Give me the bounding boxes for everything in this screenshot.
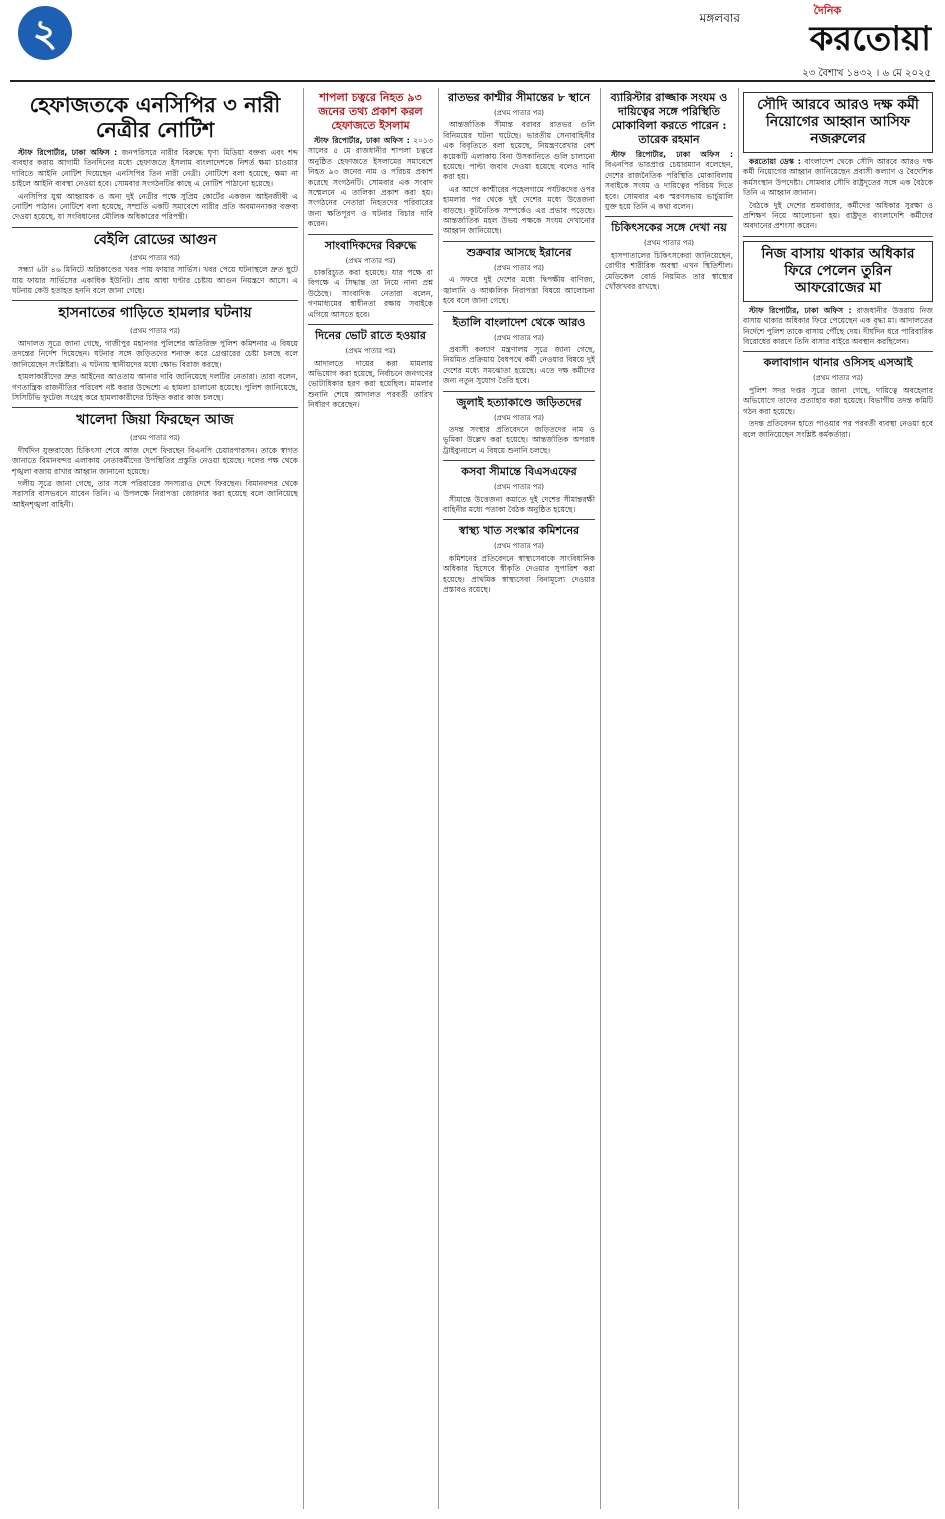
story-body: চাকরিচ্যুত করা হয়েছে। যার পক্ষে বা বিপক্ষে এ সিদ্ধান্ত তা নিয়ে নানা প্রশ্ন উঠেছে। সাংবাদিক নেতারা বলেন, গণমাধ্যমের স্বাধীনতা রক্ষায় সবাইকে এগিয়ে আসতে হবে। (308, 268, 433, 319)
continued-label: (প্রথম পাতার পর) (129, 253, 181, 262)
column-rule (600, 88, 601, 1509)
lead-body-2: এনসিপির যুগ্ম আহ্বায়ক ও অন্য দুই নেত্রীর পক্ষে সুপ্রিম কোর্টের একজন আইনজীবী এ নোটিশ পাঠান। নোটিশে বলা হয়েছে, সম্প্রতি একটি সমাবেশে নারীর প্রতি অবমাননাকর বক্তব্য দেওয়া হয়েছে, যা সংবিধানের মৌলিক অধিকারের পরিপন্থী। (12, 191, 298, 222)
column-4 (605, 88, 733, 1509)
story-body: পুলিশ সদর দপ্তর সূত্রে জানা গেছে, দায়িত্বে অবহেলার অভিযোগে তাদের প্রত্যাহার করা হয়েছে। বিভাগীয় তদন্ত কমিটি গঠন করা হয়েছে। (743, 385, 933, 416)
newspaper-logo (810, 2, 931, 57)
logo-main-text: করতোয়া (809, 19, 931, 59)
divider (605, 216, 733, 217)
story-headline: হাসনাতের গাড়িতে হামলার ঘটনায় (58, 305, 252, 322)
story-headline: ব্যারিস্টার রাজ্জাক সংযম ও দায়িত্বের সঙ্গে পরিস্থিতি মোকাবিলা করতে পারেন : তারেক রহমান (610, 91, 728, 146)
story-headline: চিকিৎসকের সঙ্গে দেখা নয় (611, 221, 727, 235)
column-rule (738, 88, 739, 1509)
story-headline: রাতভর কাশ্মীর সীমান্তের ৮ স্থানে (447, 91, 591, 104)
issue-date: ২৩ বৈশাখ ১৪৩২ । ৬ মে ২০২৫ (802, 68, 931, 79)
story-byline: স্টাফ রিপোর্টার, ঢাকা অফিস : (611, 150, 733, 159)
story-byline: স্টাফ রিপোর্টার, ঢাকা অফিস : (314, 136, 410, 145)
story-body: তদন্ত সংস্থার প্রতিবেদনে জড়িতদের নাম ও ভূমিকা উল্লেখ করা হয়েছে। আন্তর্জাতিক অপরাধ ট্রাইব্যুনালে এ বিষয়ে শুনানি চলছে। (443, 424, 595, 455)
story-body: সীমান্তে উত্তেজনা কমাতে দুই দেশের সীমান্তরক্ষী বাহিনীর মধ্যে পতাকা বৈঠক অনুষ্ঠিত হয়েছে। (443, 494, 595, 514)
story-byline: স্টাফ রিপোর্টার, ঢাকা অফিস : (749, 305, 852, 315)
continued-label: (প্রথম পাতার পর) (493, 413, 545, 422)
divider (443, 311, 595, 312)
continued-label: (প্রথম পাতার পর) (129, 327, 181, 336)
divider (443, 519, 595, 520)
page-number-badge: ২ (18, 6, 72, 60)
story-body: বাংলাদেশ থেকে সৌদি আরবে আরও দক্ষ কর্মী নিয়োগের আহ্বান জানিয়েছেন প্রবাসী কল্যাণ ও বৈদেশিক কর্মসংস্থান উপদেষ্টা। সোমবার সৌদি রাষ্ট্রদূতের সঙ্গে এক বৈঠকে তিনি এ আহ্বান জানান। (743, 157, 933, 198)
continued-label: (প্রথম পাতার পর) (493, 542, 545, 551)
story-body: সন্ধ্যা ৬টা ৪৬ মিনিটে অগ্নিকাণ্ডের খবর পায় ফায়ার সার্ভিস। খবর পেয়ে ঘটনাস্থলে দ্রুত ছুটে যায় ফায়ার সার্ভিসের একাধিক ইউনিট। প্রায় আধা ঘণ্টার চেষ্টায় আগুন নিয়ন্ত্রণে আসে। এ ঘটনায় কেউ হতাহত হননি বলে জানা গেছে। (12, 265, 298, 296)
story-body: আদালতে দায়ের করা মামলায় অভিযোগ করা হয়েছে, নির্বাচনে জনগণের ভোটাধিকার হরণ করা হয়েছিল। মামলার শুনানি শেষে আদালত পরবর্তী তারিখ নির্ধারণ করেছেন। (308, 358, 433, 410)
continued-label: (প্রথম পাতার পর) (493, 483, 545, 492)
masthead (0, 0, 945, 84)
story-headline: জুলাই হত্যাকাণ্ডে জড়িতদের (456, 395, 582, 409)
divider (308, 234, 433, 235)
story-headline: দিনের ভোট রাতে হওয়ার (315, 329, 426, 343)
story-headline: নিজ বাসায় থাকার অধিকার ফিরে পেলেন তুরিন আফরোজের মা (743, 241, 933, 302)
story-body: কমিশনের প্রতিবেদনে স্বাস্থ্যসেবাকে সাংবিধানিক অধিকার হিসেবে স্বীকৃতি দেওয়ার সুপারিশ করা হয়েছে। প্রাথমিক স্বাস্থ্যসেবা বিনামূল্যে দেওয়ার প্রস্তাবও রয়েছে। (443, 553, 595, 594)
column-2 (308, 88, 433, 1509)
story-headline: কলাবাগান থানার ওসিসহ এসআই (763, 356, 913, 370)
story-headline: সৌদি আরবে আরও দক্ষ কর্মী নিয়োগের আহ্বান আসিফ নজরুলের (743, 92, 933, 153)
story-body-2: তদন্ত প্রতিবেদন হাতে পাওয়ার পর পরবর্তী ব্যবস্থা নেওয়া হবে বলে জানিয়েছেন সংশ্লিষ্ট কর্মকর্তারা। (743, 419, 933, 439)
masthead-rule (10, 80, 935, 82)
story-body: দীর্ঘদিন যুক্তরাজ্যে চিকিৎসা শেষে আজ দেশে ফিরছেন বিএনপি চেয়ারপারসন। তাকে স্বাগত জানাতে বিমানবন্দর এলাকায় নেতাকর্মীদের উপস্থিতির প্রস্তুতি নেওয়া হয়েছে। দলের পক্ষ থেকে শৃঙ্খলা বজায় রাখার আহ্বান জানানো হয়েছে। (12, 445, 298, 476)
divider (12, 300, 298, 301)
continued-label: (প্রথম পাতার পর) (812, 374, 864, 383)
logo-small-text: দৈনিক (813, 4, 842, 17)
column-5 (743, 88, 933, 1509)
story-body: বিএনপির ভারপ্রাপ্ত চেয়ারম্যান বলেছেন, দেশের রাজনৈতিক পরিস্থিতি মোকাবিলায় সবাইকে সংযম ও দায়িত্বের পরিচয় দিতে হবে। সোমবার এক স্মরণসভায় ভার্চুয়ালি যুক্ত হয়ে তিনি এ কথা বলেন। (605, 160, 733, 212)
story-body-2: হামলাকারীদের দ্রুত আইনের আওতায় আনার দাবি জানিয়েছে দলটির নেতারা। তারা বলেন, গণতান্ত্রিক রাজনীতির পরিবেশ নষ্ট করার উদ্দেশ্যে এ হামলা চালানো হয়েছে। পুলিশ জানিয়েছে, সিসিটিভি ফুটেজ সংগ্রহ করে হামলাকারীদের চিহ্নিত করার কাজ চলছে। (12, 372, 298, 402)
divider (12, 407, 298, 408)
story-body-2: বৈঠকে দুই দেশের শ্রমবাজার, কর্মীদের অধিকার সুরক্ষা ও প্রশিক্ষণ নিয়ে আলোচনা হয়। রাষ্ট্রদূত বাংলাদেশি কর্মীদের অবদানের প্রশংসা করেন। (743, 200, 933, 231)
story-body-2: এর আগে কাশ্মীরের পহেলগামে পর্যটকদের ওপর হামলার পর থেকে দুই দেশের মধ্যে উত্তেজনা বাড়ছে। কূটনৈতিক সম্পর্কেও এর প্রভাব পড়েছে। আন্তর্জাতিক মহল উভয় পক্ষকে সংযম দেখানোর আহ্বান জানিয়েছে। (443, 184, 595, 236)
column-1 (12, 88, 298, 1509)
story-body: আদালত সূত্রে জানা গেছে, গাজীপুর মহানগর পুলিশের অতিরিক্ত পুলিশ কমিশনার এ বিষয়ে তদন্তের নির্দেশ দিয়েছেন। ঘটনার সঙ্গে জড়িতদের শনাক্ত করে গ্রেপ্তারের চেষ্টা চলছে বলে জানিয়েছেন সংশ্লিষ্টরা। এ ঘটনায় স্থানীয়দের মধ্যে ক্ষোভ বিরাজ করছে। (12, 338, 298, 369)
story-body: আন্তর্জাতিক সীমান্ত বরাবর রাতভর গুলি বিনিময়ের ঘটনা ঘটেছে। ভারতীয় সেনাবাহিনীর এক বিবৃতিতে বলা হয়েছে, নিয়ন্ত্রণরেখার বেশ কয়েকটি এলাকায় বিনা উসকানিতে গুলি চালানো হয়েছে। পাল্টা জবাব দেওয়া হয়েছে বলেও দাবি করা হয়। (443, 120, 595, 182)
continued-label: (প্রথম পাতার পর) (345, 256, 396, 265)
day-name: মঙ্গলবার (699, 11, 740, 25)
lead-body: জনপরিসরে নারীর বিরুদ্ধে ঘৃণ্য মিডিয়া বক্তব্য এবং শব্দ ব্যবহার করায় আগামী তিনদিনের মধ্যে হেফাজতে ইসলাম বাংলাদেশকে নিশর্ত ক্ষমা চাওয়ার দাবিতে আইনি নোটিশ দিয়েছেন এনসিপির তিন নারী নেত্রী। নোটিশে বলা হয়েছে, ক্ষমা না চাইলে আইনি ব্যবস্থা নেওয়া হবে। সোমবার সংগঠনটির কাছে এ নোটিশ পাঠানো হয়েছে। (12, 148, 298, 189)
divider (743, 236, 933, 237)
story-body-2: দলীয় সূত্রে জানা গেছে, তার সঙ্গে পরিবারের সদস্যরাও দেশে ফিরছেন। বিমানবন্দর থেকে সরাসরি বাসভবনে যাবেন তিনি। এ উপলক্ষে নিরাপত্তা জোরদার করা হয়েছে বলে জানিয়েছে আইনশৃঙ্খলা বাহিনী। (12, 478, 298, 509)
story-headline: ইতালি বাংলাদেশ থেকে আরও (452, 315, 586, 329)
lead-byline: স্টাফ রিপোর্টার, ঢাকা অফিস : (18, 148, 118, 157)
continued-label: (প্রথম পাতার পর) (493, 109, 545, 117)
story-headline: বেইলি রোডের আগুন (93, 231, 217, 248)
continued-label: (প্রথম পাতার পর) (643, 239, 695, 248)
divider (443, 460, 595, 461)
story-headline: সাংবাদিকদের বিরুদ্ধে (324, 238, 417, 252)
story-headline: খালেদা জিয়া ফিরছেন আজ (76, 412, 234, 429)
story-headline: শাপলা চত্বরে নিহত ৯৩ জনের তথ্য প্রকাশ করল হেফাজতে ইসলাম (318, 91, 423, 132)
story-body: প্রবাসী কল্যাণ মন্ত্রণালয় সূত্রে জানা গেছে, নিয়মিত প্রক্রিয়ায় বৈধপথে কর্মী নেওয়ার বিষয়ে দুই দেশের মধ্যে সমঝোতা হয়েছে। এতে দক্ষ কর্মীদের জন্য নতুন সুযোগ তৈরি হবে। (443, 344, 595, 386)
story-body: ২০১৩ সালের ৫ মে রাজধানীর শাপলা চত্বরে অনুষ্ঠিত হেফাজতে ইসলামের সমাবেশে নিহত ৯৩ জনের নাম ও পরিচয় প্রকাশ করেছে সংগঠনটি। সোমবার এক সংবাদ সম্মেলনে এ তালিকা প্রকাশ করা হয়। সংগঠনের নেতারা নিহতদের পরিবারের জন্য ক্ষতিপূরণ ও ঘটনার বিচার দাবি করেন। (308, 136, 433, 229)
divider (443, 241, 595, 242)
continued-label: (প্রথম পাতার পর) (129, 434, 181, 443)
lead-headline: হেফাজতকে এনসিপির ৩ নারী নেত্রীর নোটিশ (29, 92, 281, 142)
column-3 (443, 88, 595, 1509)
continued-label: (প্রথম পাতার পর) (493, 333, 545, 342)
story-body: রাজধানীর উত্তরায় নিজ বাসায় থাকার অধিকার ফিরে পেয়েছেন এক বৃদ্ধা মা। আদালতের নির্দেশে পুলিশ তাকে বাসায় পৌঁছে দেয়। দীর্ঘদিন ধরে পারিবারিক বিরোধের কারণে তিনি বাসার বাইরে অবস্থান করছিলেন। (743, 305, 933, 347)
continued-label: (প্রথম পাতার পর) (493, 263, 545, 272)
story-body: এ সফরে দুই দেশের মধ্যে দ্বিপক্ষীয় বাণিজ্য, জ্বালানি ও আঞ্চলিক নিরাপত্তা বিষয়ে আলোচনা হবে বলে জানা গেছে। (443, 275, 595, 306)
story-headline: স্বাস্থ্য খাত সংস্কার কমিশনের (458, 524, 580, 538)
story-body: হাসপাতালের চিকিৎসকেরা জানিয়েছেন, রোগীর শারীরিক অবস্থা এখন স্থিতিশীল। মেডিকেল বোর্ড নিয়মিত তার স্বাস্থ্যের খোঁজখবর রাখছে। (605, 250, 733, 292)
column-rule (438, 88, 439, 1509)
story-byline: করতোয়া ডেস্ক : (749, 157, 801, 166)
story-headline: শুক্রবার আসছে ইরানের (466, 245, 572, 259)
continued-label: (প্রথম পাতার পর) (345, 347, 396, 356)
story-headline: কসবা সীমান্তে বিএসএফের (461, 465, 577, 479)
divider (743, 351, 933, 352)
divider (443, 391, 595, 392)
divider (12, 227, 298, 228)
column-rule (303, 88, 304, 1509)
divider (308, 324, 433, 325)
